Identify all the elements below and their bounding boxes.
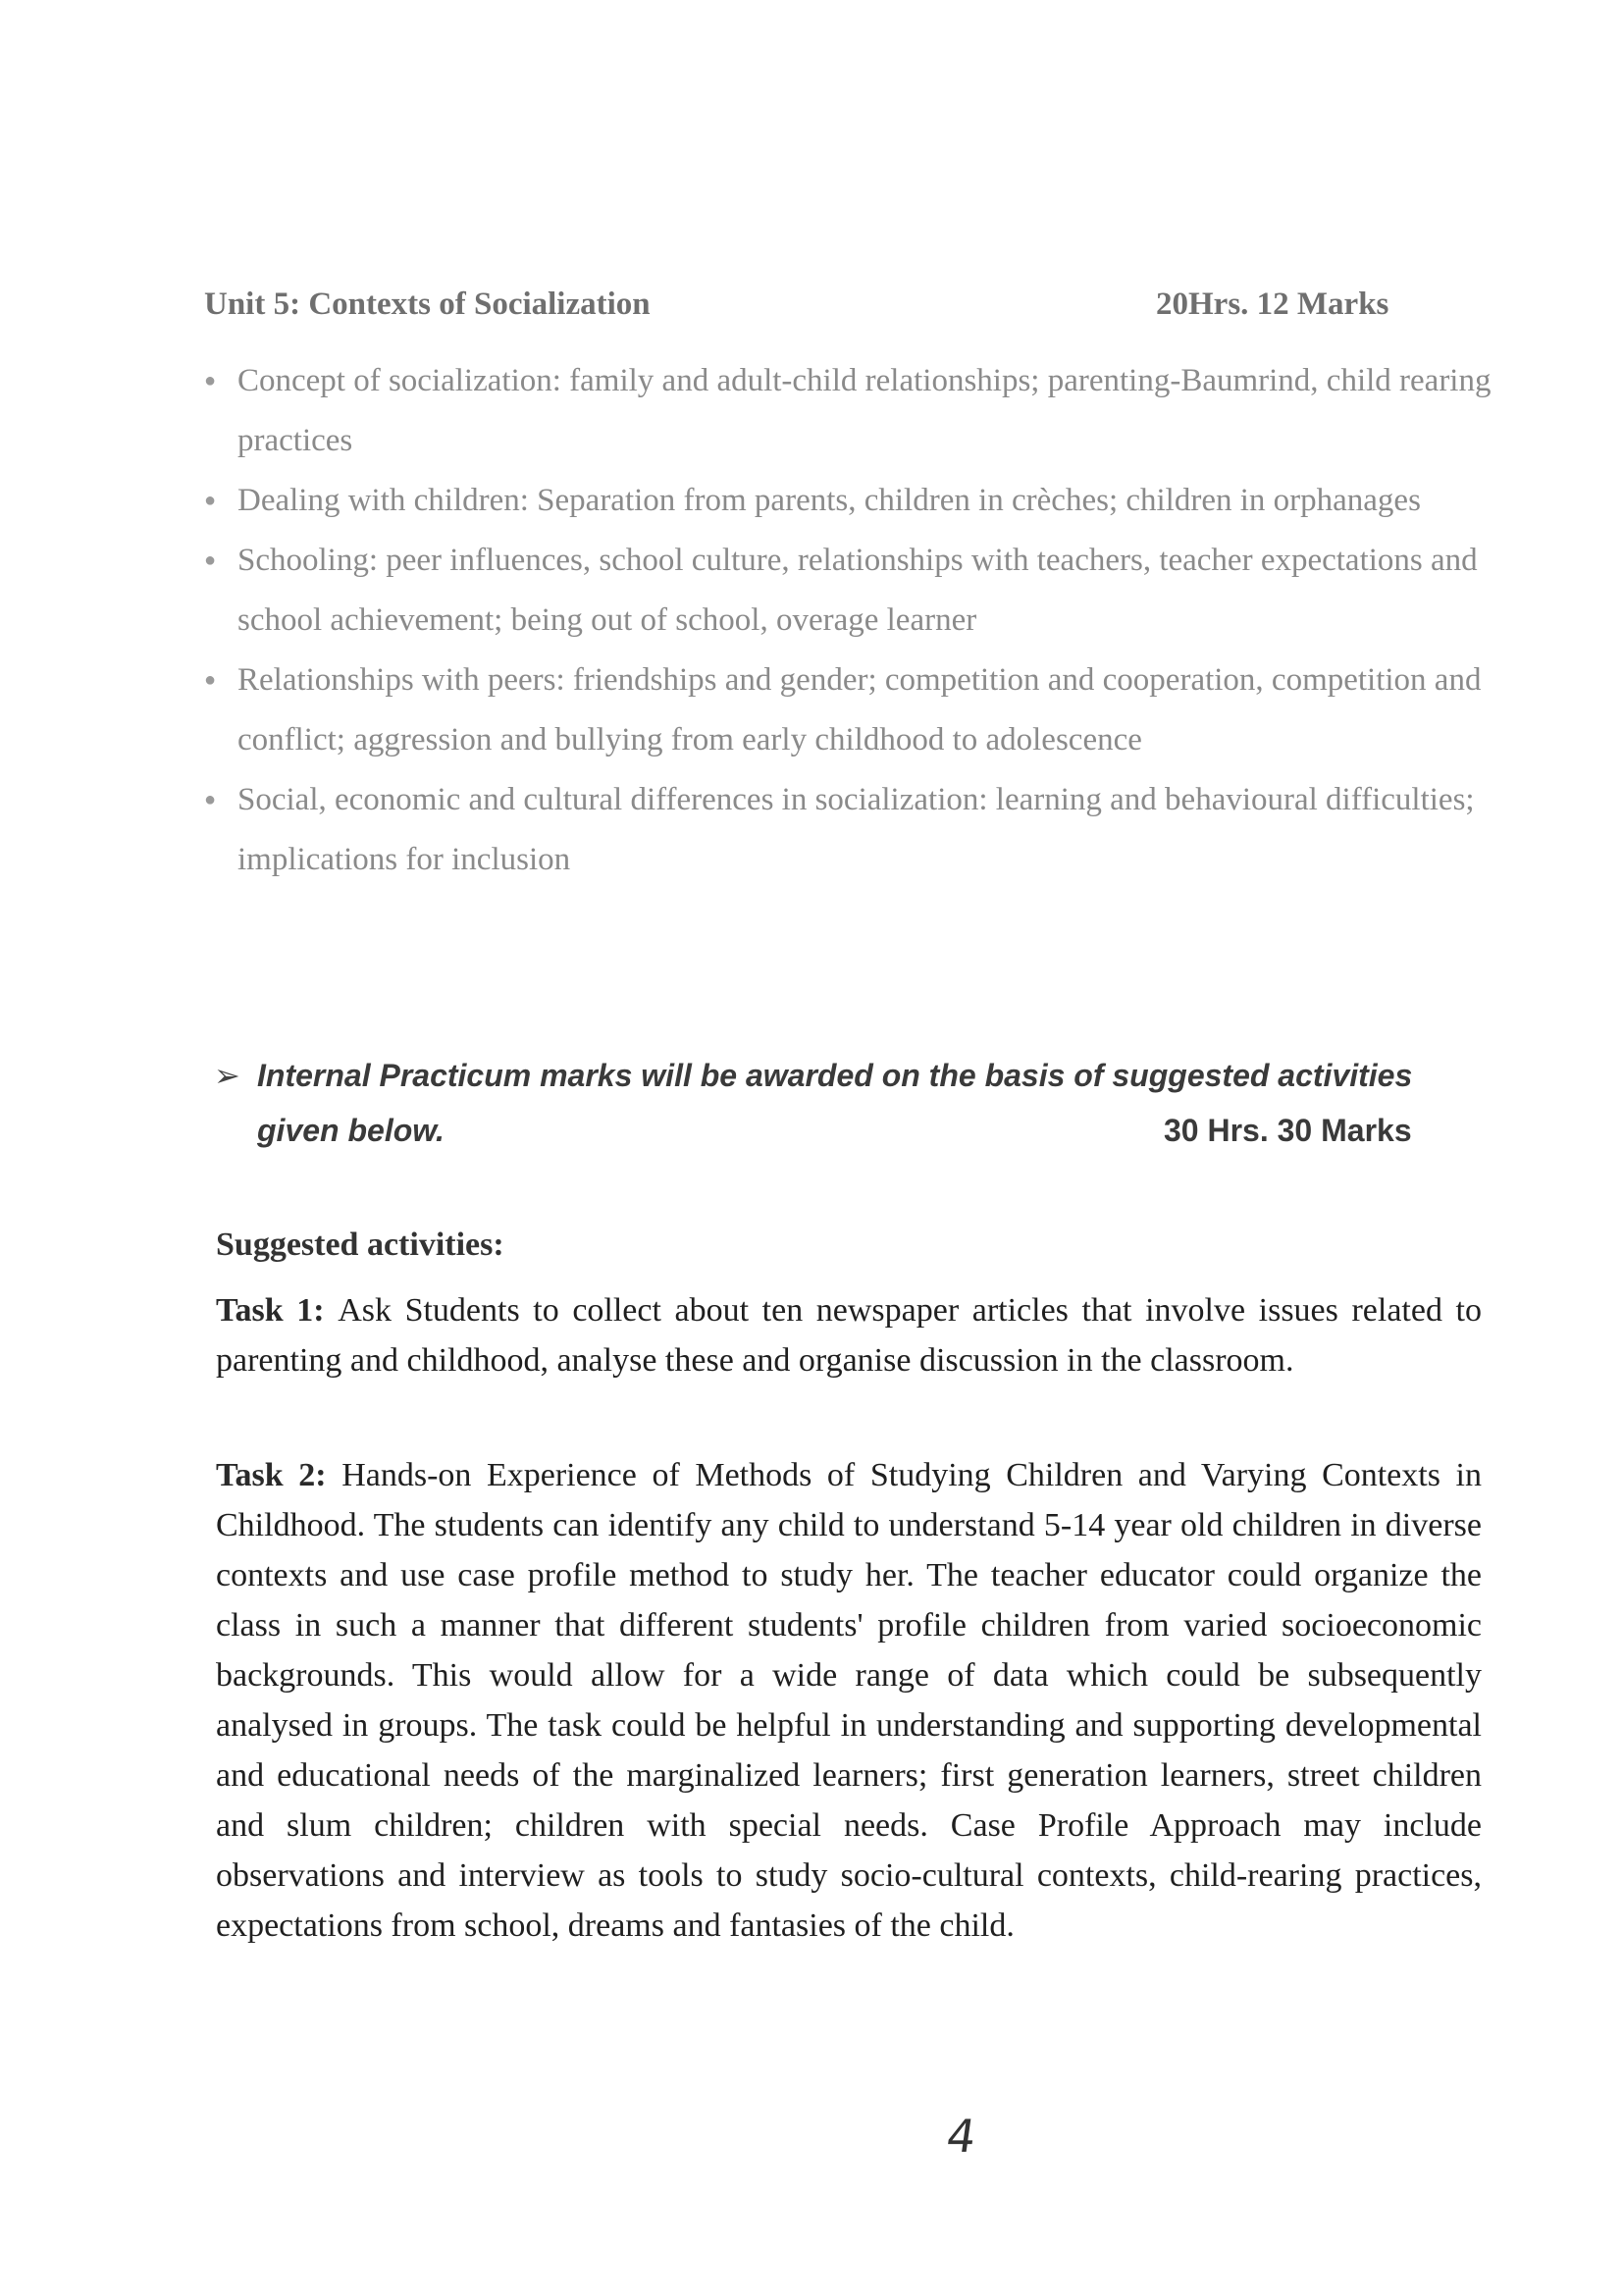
- topic-item: [196, 770, 1492, 890]
- practicum-hours-marks: 30 Hrs. 30 Marks: [1164, 1113, 1412, 1148]
- task-text: Hands-on Experience of Methods of Studying Children and Varying Contexts in Childhood. The students can identify any child to understand 5-14 year old children in diverse contexts and use case profile method to study her. The teacher educator could organize the class in such a manner that different students' profile children from varied socioeconomic backgrounds. This would allow for a wide range of data which could be subsequently analysed in groups. The task could be helpful in understanding and supporting developmental and educational needs of the marginalized learners; first generation learners, street children and slum children; children with special needs. Case Profile Approach may include observations and interview as tools to study socio-cultural contexts, child-rearing practices, expectations from school, dreams and fantasies of the child.: [216, 1457, 1482, 1944]
- task-paragraph: [216, 1450, 1482, 1951]
- bullet-icon: ●: [204, 490, 217, 511]
- task-paragraph: [216, 1285, 1482, 1385]
- activities-heading: Suggested activities:: [216, 1226, 504, 1263]
- bullet-icon: ●: [204, 549, 217, 571]
- topic-list: [196, 351, 1492, 890]
- unit-header: [204, 287, 1431, 336]
- task-text: Ask Students to collect about ten newspaper articles that involve issues related to parenting and childhood, analyse these and organise discussion in the classroom.: [216, 1292, 1482, 1379]
- page-number: 4: [943, 2110, 980, 2163]
- unit-title: Unit 5: Contexts of Socialization: [204, 287, 651, 322]
- arrow-bullet-icon: ➢: [214, 1058, 240, 1093]
- bullet-icon: ●: [204, 789, 217, 810]
- topic-text: Social, economic and cultural differences in socialization: learning and behavioural difficulties; implications for inclusion: [237, 782, 1475, 877]
- topic-item: [196, 651, 1492, 770]
- topic-text: Dealing with children: Separation from parents, children in crèches; children in orphanages: [237, 483, 1421, 518]
- topic-item: [196, 531, 1492, 651]
- topic-item: [196, 351, 1492, 471]
- topic-text: Concept of socialization: family and adult-child relationships; parenting-Baumrind, child rearing practices: [237, 363, 1492, 458]
- task-label: Task 1:: [216, 1292, 339, 1329]
- bullet-icon: ●: [204, 669, 217, 691]
- topic-text: Relationships with peers: friendships and gender; competition and cooperation, competition and conflict; aggression and bullying from early childhood to adolescence: [237, 662, 1482, 757]
- bullet-icon: ●: [204, 370, 217, 391]
- unit-hours-marks: 20Hrs. 12 Marks: [1156, 287, 1389, 322]
- topic-text: Schooling: peer influences, school culture, relationships with teachers, teacher expectations and school achievement; being out of school, overage learner: [237, 543, 1478, 638]
- practicum-text-line2: given below.: [257, 1113, 445, 1148]
- practicum-text-line1: Internal Practicum marks will be awarded on the basis of suggested activities: [257, 1058, 1413, 1093]
- task-label: Task 2:: [216, 1457, 342, 1493]
- topic-item: [196, 471, 1492, 531]
